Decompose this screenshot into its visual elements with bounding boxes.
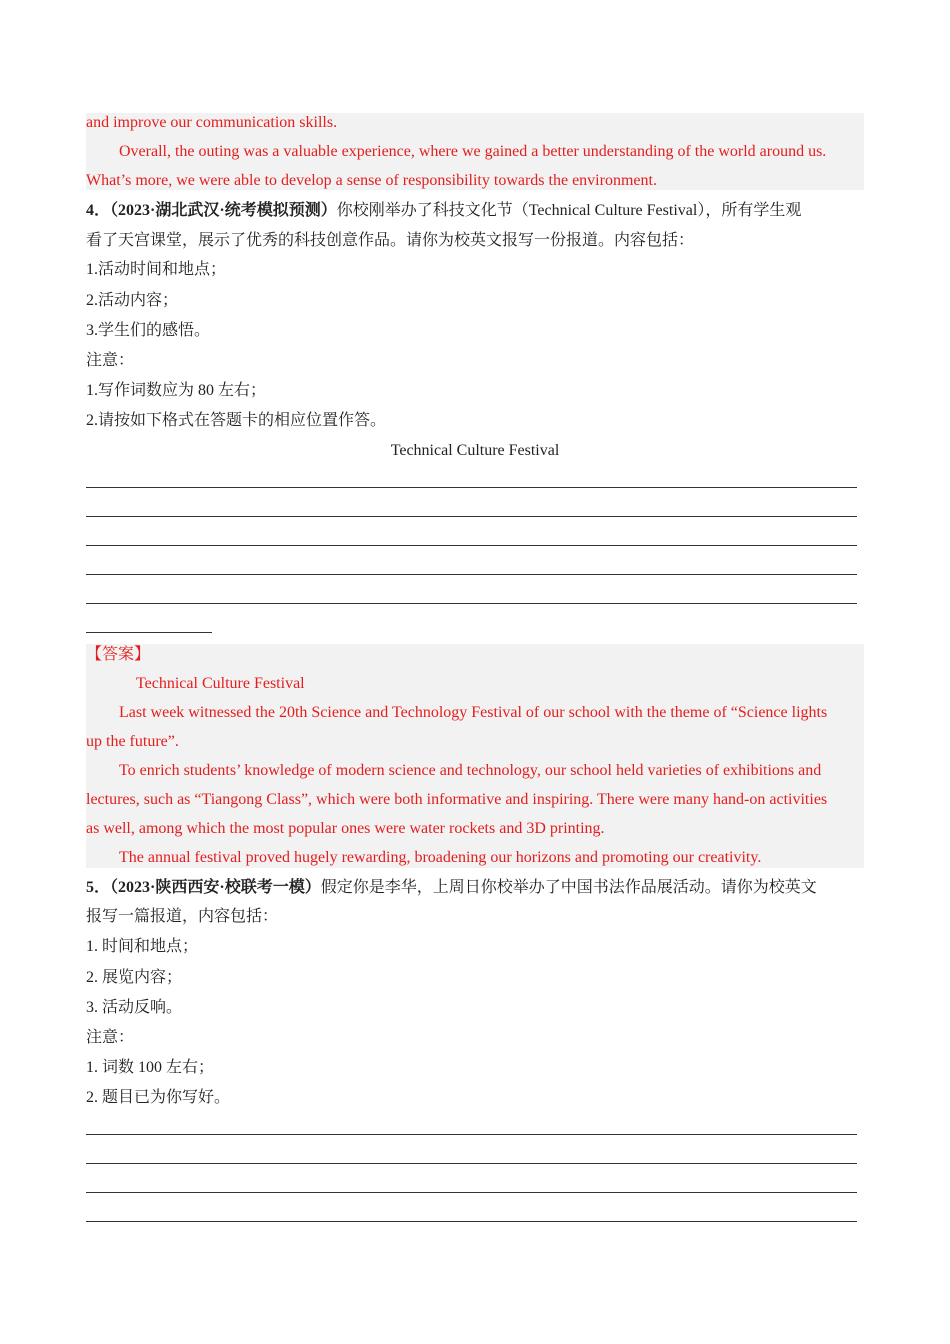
- answer-line: [86, 1163, 857, 1164]
- answer3-line: What’s more, we were able to develop a sense of responsibility towards the environment.: [86, 172, 657, 189]
- q4-source: （2023·湖北武汉·统考模拟预测）: [110, 202, 337, 219]
- q5-note: 2. 题目已为你写好。: [86, 1089, 231, 1106]
- q4-note-label: 注意：: [86, 352, 135, 369]
- q4-note: 1.写作词数应为 80 左右；: [86, 382, 267, 399]
- q4-number: 4．: [86, 202, 111, 219]
- answer3-line: Overall, the outing was a valuable experience, where we gained a better understanding of the world around us.: [119, 143, 827, 160]
- answer-line: [86, 487, 857, 488]
- q4-note: 2.请按如下格式在答题卡的相应位置作答。: [86, 412, 387, 429]
- q4-prompt-line2: 看了天宫课堂，展示了优秀的科技创意作品。请你为校英文报写一份报道。内容包括：: [86, 232, 695, 249]
- q5-item: 3. 活动反响。: [86, 999, 183, 1016]
- q5-prompt-line2: 报写一篇报道，内容包括：: [86, 908, 279, 925]
- answer4-line: Last week witnessed the 20th Science and Technology Festival of our school with the theme of “Science lights: [119, 704, 828, 721]
- q4-item: 3.学生们的感悟。: [86, 322, 211, 339]
- q5-item: 1. 时间和地点；: [86, 938, 199, 955]
- answer4-line: up the future”.: [86, 733, 179, 750]
- answer4-line: To enrich students’ knowledge of modern science and technology, our school held varieties of exhibitions and: [119, 762, 822, 779]
- q4-item: 1.活动时间和地点；: [86, 261, 227, 278]
- answer4-line: as well, among which the most popular ones were water rockets and 3D printing.: [86, 820, 605, 837]
- answer-line: [86, 574, 857, 575]
- answer4-line: The annual festival proved hugely rewarding, broadening our horizons and promoting our creativity.: [119, 849, 762, 866]
- answer-line: [86, 603, 857, 604]
- answer-line: [86, 632, 212, 633]
- q5-item: 2. 展览内容；: [86, 969, 183, 986]
- answer4-line: lectures, such as “Tiangong Class”, which were both informative and inspiring. There were many hand-on activities: [86, 791, 828, 808]
- q5-source: （2023·陕西西安·校联考一模）: [110, 879, 321, 896]
- q5-note: 1. 词数 100 左右；: [86, 1059, 215, 1076]
- q5-prompt: [86, 878, 817, 898]
- answer-line: [86, 545, 857, 546]
- q4-prompt: [86, 201, 801, 221]
- answer-line: [86, 1134, 857, 1135]
- answer3-line: and improve our communication skills.: [86, 114, 338, 131]
- q5-number: 5．: [86, 879, 111, 896]
- answer-line: [86, 1192, 857, 1193]
- answer4-label: 【答案】: [86, 646, 151, 663]
- answer-line: [86, 1221, 857, 1222]
- answer4-title: Technical Culture Festival: [136, 675, 305, 692]
- q4-item: 2.活动内容；: [86, 292, 179, 309]
- q4-essay-title: Technical Culture Festival: [390, 442, 560, 459]
- q5-prompt-text: 假定你是李华，上周日你校举办了中国书法作品展活动。请你为校英文: [320, 879, 817, 896]
- answer-line: [86, 516, 857, 517]
- q4-prompt-text: 你校刚举办了科技文化节（Technical Culture Festival），所有学生观: [336, 202, 802, 219]
- q5-note-label: 注意：: [86, 1029, 135, 1046]
